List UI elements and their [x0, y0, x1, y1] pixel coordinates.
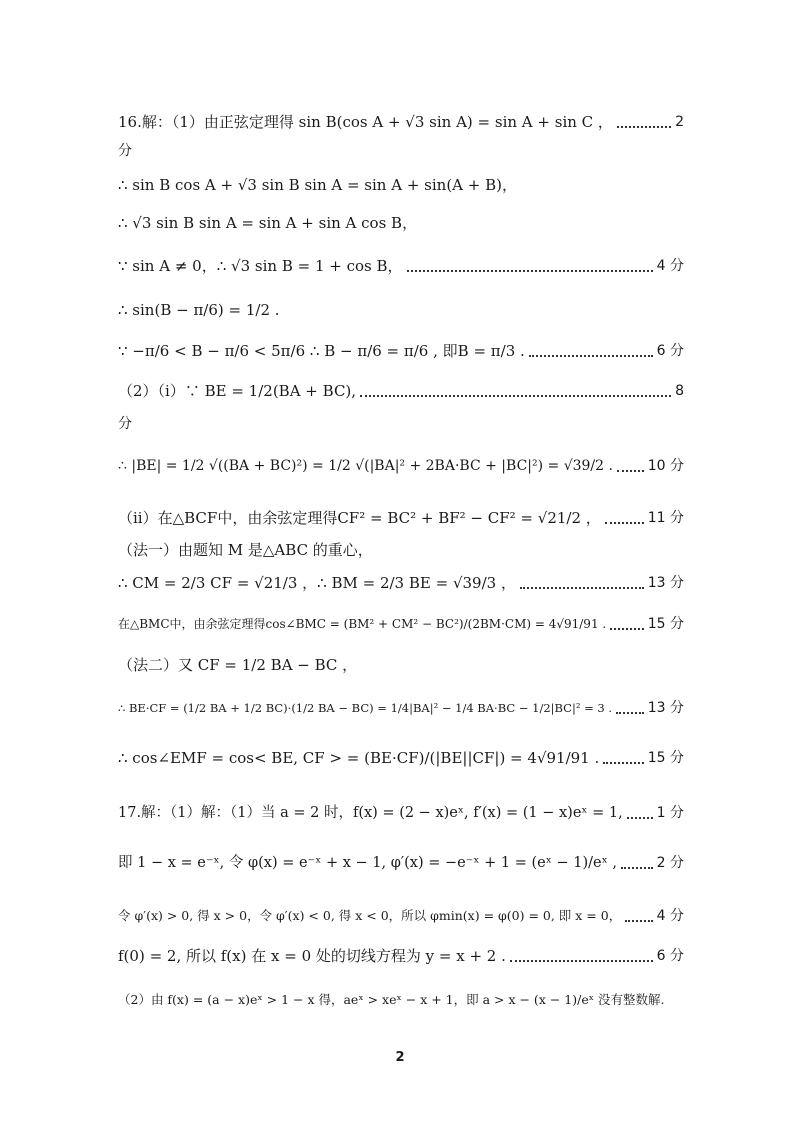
line-expr: ∴ cos∠EMF = cos< BE, CF > = (BE·CF)/(|BE||CF|) = 4√91/91 .	[118, 749, 600, 767]
score-label: 1 分	[656, 805, 684, 821]
line-expr: ∴ |BE| = 1/2 √((BA + BC)²) = 1/2 √(|BA|² + 2BA·BC + |BC|²) = √39/2 .	[118, 458, 613, 474]
leader-dots	[616, 712, 644, 714]
line-expr: 分	[118, 416, 132, 432]
line-expr: ∴ sin B cos A + √3 sin B sin A = sin A + sin(A + B)，	[118, 176, 517, 194]
line-expr: （ii）在△BCF中，由余弦定理得CF² = BC² + BF² − CF² = √21/2 ，	[118, 509, 601, 527]
line-expr: （2）（i）∵ BE = 1/2(BA + BC),	[118, 382, 357, 400]
line-expr: （2）由 f(x) = (a − x)eˣ > 1 − x 得，aeˣ > xeˣ − x + 1，即 a > x − (x − 1)/eˣ 没有整数解.	[118, 992, 665, 1007]
score-label: 2 分	[656, 855, 684, 871]
line-16-7	[118, 381, 684, 401]
leader-dots	[510, 960, 653, 962]
line-16-1b	[118, 140, 684, 161]
score-label: 4 分	[656, 908, 684, 924]
line-16-10	[118, 540, 684, 560]
score-label: 13 分	[647, 575, 684, 591]
line-16-13	[118, 655, 684, 675]
line-16-11	[118, 573, 684, 593]
line-expr: ∴ √3 sin B sin A = sin A + sin A cos B，	[118, 214, 418, 232]
score-label: 6 分	[656, 948, 684, 964]
line-expr: 17.解：（1）解：（1）当 a = 2 时，f(x) = (2 − x)eˣ, f′(x) = (1 − x)eˣ = 1,	[118, 805, 623, 821]
line-16-3	[118, 213, 684, 233]
score-label: 11 分	[647, 510, 684, 526]
line-17-5	[118, 990, 684, 1010]
line-expr: 令 φ′(x) > 0, 得 x > 0，令 φ′(x) < 0, 得 x < 0，所以 φmin(x) = φ(0) = 0, 即 x = 0，	[118, 908, 622, 923]
line-16-14	[118, 698, 684, 718]
line-16-15	[118, 748, 684, 768]
leader-dots	[610, 628, 644, 630]
line-expr: （法二）又 CF = 1/2 BA − BC ，	[118, 656, 358, 674]
line-17-1	[118, 803, 684, 823]
line-16-8	[118, 456, 684, 476]
line-16-9	[118, 508, 684, 528]
line-16-4	[118, 256, 684, 276]
line-expr: 在△BMC中，由余弦定理得cos∠BMC = (BM² + CM² − BC²)/(2BM·CM) = 4√91/91 .	[118, 617, 607, 631]
line-expr: 即 1 − x = e⁻ˣ, 令 φ(x) = e⁻ˣ + x − 1, φ′(x) = −e⁻ˣ + 1 = (eˣ − 1)/eˣ ,	[118, 855, 617, 871]
line-expr: ∵ −π/6 < B − π/6 < 5π/6 ∴ B − π/6 = π/6 , 即B = π/3 .	[118, 342, 525, 360]
leader-dots	[617, 470, 644, 472]
score-label: 8	[675, 383, 684, 399]
score-label: 4 分	[656, 258, 684, 274]
line-expr: ∴ sin(B − π/6) = 1/2 .	[118, 301, 280, 319]
line-16-5	[118, 300, 684, 320]
line-expr: ∴ CM = 2/3 CF = √21/3 ，∴ BM = 2/3 BE = √39/3 ，	[118, 574, 516, 592]
leader-dots	[617, 126, 671, 128]
line-16-6	[118, 341, 684, 361]
line-16-12	[118, 614, 684, 634]
leader-dots	[621, 867, 653, 869]
line-expr: ∴ BE·CF = (1/2 BA + 1/2 BC)·(1/2 BA − BC) = 1/4|BA|² − 1/4 BA·BC − 1/2|BC|² = 3 .	[118, 701, 613, 715]
leader-dots	[360, 395, 671, 397]
line-expr: 16.解：（1）由正弦定理得 sin B(cos A + √3 sin A) = sin A + sin C ，	[118, 113, 613, 131]
line-16-2	[118, 175, 684, 195]
score-label: 15 分	[647, 616, 684, 632]
line-expr: 分	[118, 143, 132, 159]
score-label: 6 分	[656, 343, 684, 359]
leader-dots	[627, 817, 653, 819]
score-label: 13 分	[647, 700, 684, 716]
leader-dots	[529, 355, 653, 357]
line-17-2	[118, 853, 684, 873]
line-expr: （法一）由题知 M 是△ABC 的重心，	[118, 541, 373, 559]
line-16-1	[118, 112, 684, 132]
line-expr: f(0) = 2, 所以 f(x) 在 x = 0 处的切线方程为 y = x + 2 .	[118, 947, 506, 965]
leader-dots	[625, 920, 652, 922]
line-17-3	[118, 906, 684, 926]
score-label: 15 分	[647, 750, 684, 766]
line-17-4	[118, 946, 684, 966]
leader-dots	[605, 522, 644, 524]
leader-dots	[407, 270, 653, 272]
leader-dots	[520, 587, 644, 589]
leader-dots	[603, 762, 643, 764]
line-expr: ∵ sin A ≠ 0，∴ √3 sin B = 1 + cos B，	[118, 257, 403, 275]
page-number: 2	[395, 1050, 405, 1065]
score-label: 2	[675, 114, 684, 130]
score-label: 10 分	[647, 458, 684, 474]
line-16-7b	[118, 413, 684, 434]
